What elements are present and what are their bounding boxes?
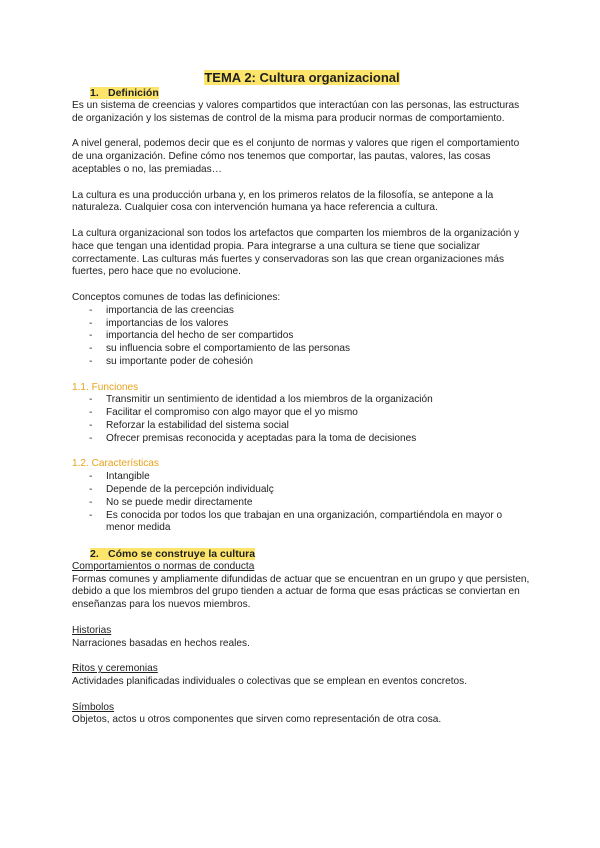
list-item: - Transmitir un sentimiento de identidad a los miembros de la organización [72, 394, 532, 407]
section-2-heading: 2. Cómo se construye la cultura [90, 547, 256, 560]
list-item: - Ofrecer premisas reconocida y aceptadas para la toma de decisiones [72, 433, 532, 446]
page-title: TEMA 2: Cultura organizacional [204, 70, 400, 85]
list-item: - importancia del hecho de ser compartidos [72, 330, 532, 343]
funciones-list [72, 394, 532, 445]
block-subtitle: Ritos y ceremonias [72, 663, 158, 675]
definition-paragraph-2: A nivel general, podemos decir que es el conjunto de normas y valores que rigen el comportamiento de una organización. Define cómo nos tenemos que comportar, las pautas, valores, las cosas aceptables o no, las premiadas… [72, 138, 520, 175]
definition-paragraph-3: La cultura es una producción urbana y, en los primeros relatos de la filosofía, se antepone a la naturaleza. Cualquier cosa con intervención humana ya hace referencia a cultura. [72, 189, 494, 214]
section-1-heading: 1. Definición [90, 87, 159, 99]
definition-paragraph-1: Es un sistema de creencias y valores compartidos que interactúan con las personas, las estructuras de organización y los sistemas de control de la misma para producir normas de comportamiento. [72, 100, 520, 124]
list-item: - Es conocida por todos los que trabajan en una organización, compartiéndola en mayor o menor medida [72, 510, 532, 536]
funciones-heading: 1.1. Funciones [72, 381, 139, 393]
list-item: - su importante poder de cohesión [72, 356, 532, 369]
list-item: - No se puede medir directamente [72, 497, 532, 510]
list-item: - Reforzar la estabilidad del sistema social [72, 420, 532, 433]
block-subtitle: Símbolos [72, 701, 115, 713]
concepts-list [72, 305, 532, 369]
list-item: - Facilitar el compromiso con algo mayor que el yo mismo [72, 407, 532, 420]
block-text: Formas comunes y ampliamente difundidas de actuar que se encuentran en un grupo y que persisten, debido a que los miembros del grupo tienden a actuar de forma que esas prácticas se conviertan en enseñanzas para los nuevos miembros. [72, 573, 530, 611]
block-text: Actividades planificadas individuales o colectivas que se emplean en eventos concretos. [72, 676, 468, 688]
list-item: - Intangible [72, 471, 532, 484]
caracteristicas-list [72, 471, 532, 535]
block-text: Objetos, actos u otros componentes que sirven como representación de otra cosa. [72, 714, 442, 726]
definition-paragraph-4: La cultura organizacional son todos los artefactos que comparten los miembros de la organización y hace que tengan una identidad propia. Para integrarse a una cultura se tiene que socializar correctamente. Las culturas más fuertes y conservadoras son las que crean organizaciones más fuertes, pero hace que no evolucione. [72, 227, 520, 278]
list-item: - importancia de las creencias [72, 305, 532, 318]
list-item: - su influencia sobre el comportamiento de las personas [72, 343, 532, 356]
block-text: Narraciones basadas en hechos reales. [72, 637, 250, 649]
caracteristicas-heading: 1.2. Características [72, 458, 159, 470]
concepts-intro: Conceptos comunes de todas las definiciones: [72, 291, 281, 303]
list-item: - Depende de la percepción individualç [72, 484, 532, 497]
document-content [72, 70, 532, 727]
block-subtitle: Historias [72, 624, 112, 636]
block-subtitle: Comportamientos o normas de conducta [72, 560, 255, 572]
list-item: - importancias de los valores [72, 318, 532, 331]
